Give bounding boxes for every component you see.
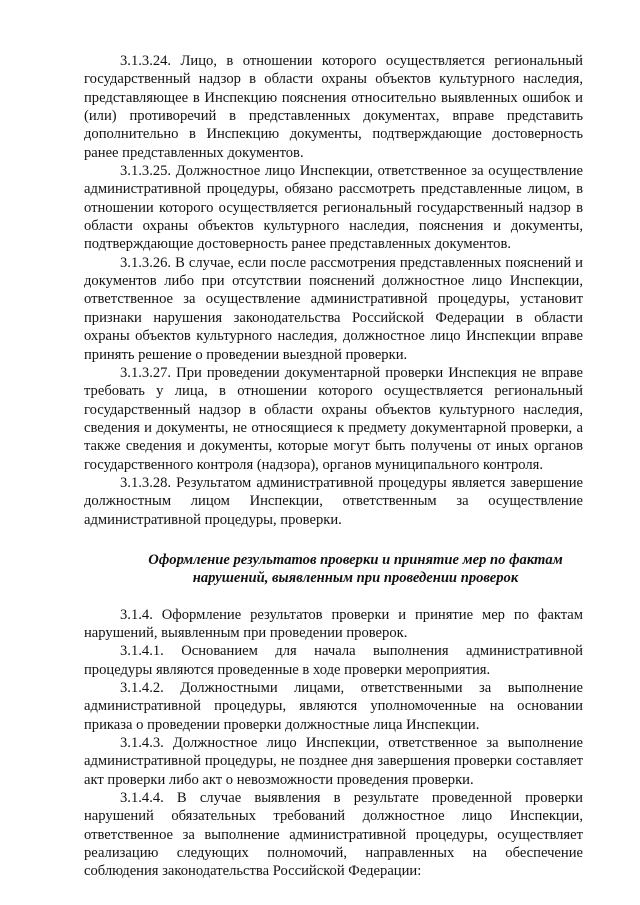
paragraph-3-1-4-2: 3.1.4.2. Должностными лицами, ответственными за выполнение административной процедуры, являются уполномоченные на основании приказа о проведении проверки должностные лица Инспекции. xyxy=(84,680,583,733)
paragraph-3-1-3-28: 3.1.3.28. Результатом административной процедуры является завершение должностным лицом Инспекции, ответственным за осуществление административной процедуры, проверки. xyxy=(84,474,583,528)
paragraph-3-1-3-24: 3.1.3.24. Лицо, в отношении которого осуществляется региональный государственный надзор в области охраны объектов культурного наследия, представляющее в Инспекцию пояснения относительно выявленных ошибок и (или) противоречий в представленных документах, вправе представить дополнительно в Инспекцию документы, подтверждающие достоверность ранее представленных документов. xyxy=(84,53,583,161)
paragraph-3-1-3-27: 3.1.3.27. При проведении документарной проверки Инспекция не вправе требовать у лица, в отношении которого осуществляется региональный государственный надзор в области охраны объектов культурного наследия, сведения и документы, не относящиеся к предмету документарной проверки, а также сведения и документы, которые могут быть получены от иных органов государственного контроля (надзора), органов муниципального контроля. xyxy=(84,364,583,473)
paragraph-3-1-3-25: 3.1.3.25. Должностное лицо Инспекции, ответственное за осуществление административной процедуры, обязано рассмотреть представленные лицом, в отношении которого осуществляется региональный государственный надзор в области охраны объектов культурного наследия, пояснения и документы, подтверждающие достоверность ранее представленных документов. xyxy=(84,163,583,253)
section-heading: Оформление результатов проверки и принятие мер по фактам нарушений, выявленным при проведении проверок xyxy=(148,551,563,587)
paragraph-3-1-4-4: 3.1.4.4. В случае выявления в результате проведенной проверки нарушений обязательных требований должностное лицо Инспекции, ответственное за выполнение административной процедуры, осуществляет реализацию следующих полномочий, направленных на обеспечение соблюдения законодательства Российской Федерации: xyxy=(84,790,583,880)
spacer xyxy=(84,529,583,551)
paragraph-3-1-4-1: 3.1.4.1. Основанием для начала выполнения административной процедуры являются проведенные в ходе проверки мероприятия. xyxy=(84,643,583,678)
document-page xyxy=(84,52,583,881)
paragraph-3-1-4-3: 3.1.4.3. Должностное лицо Инспекции, ответственное за выполнение административной процедуры, не позднее дня завершения проверки составляет акт проверки либо акт о невозможности проведения проверки. xyxy=(84,735,583,788)
paragraph-3-1-3-26: 3.1.3.26. В случае, если после рассмотрения представленных пояснений и документов либо при отсутствии пояснений должностное лицо Инспекции, ответственное за осуществление административной процедуры, установит признаки нарушения законодательства Российской Федерации в области охраны объектов культурного наследия, должностное лицо Инспекции вправе принять решение о проведении выездной проверки. xyxy=(84,254,583,363)
paragraph-3-1-4: 3.1.4. Оформление результатов проверки и принятие мер по фактам нарушений, выявленным при проведении проверок. xyxy=(84,606,583,641)
spacer xyxy=(84,588,583,606)
